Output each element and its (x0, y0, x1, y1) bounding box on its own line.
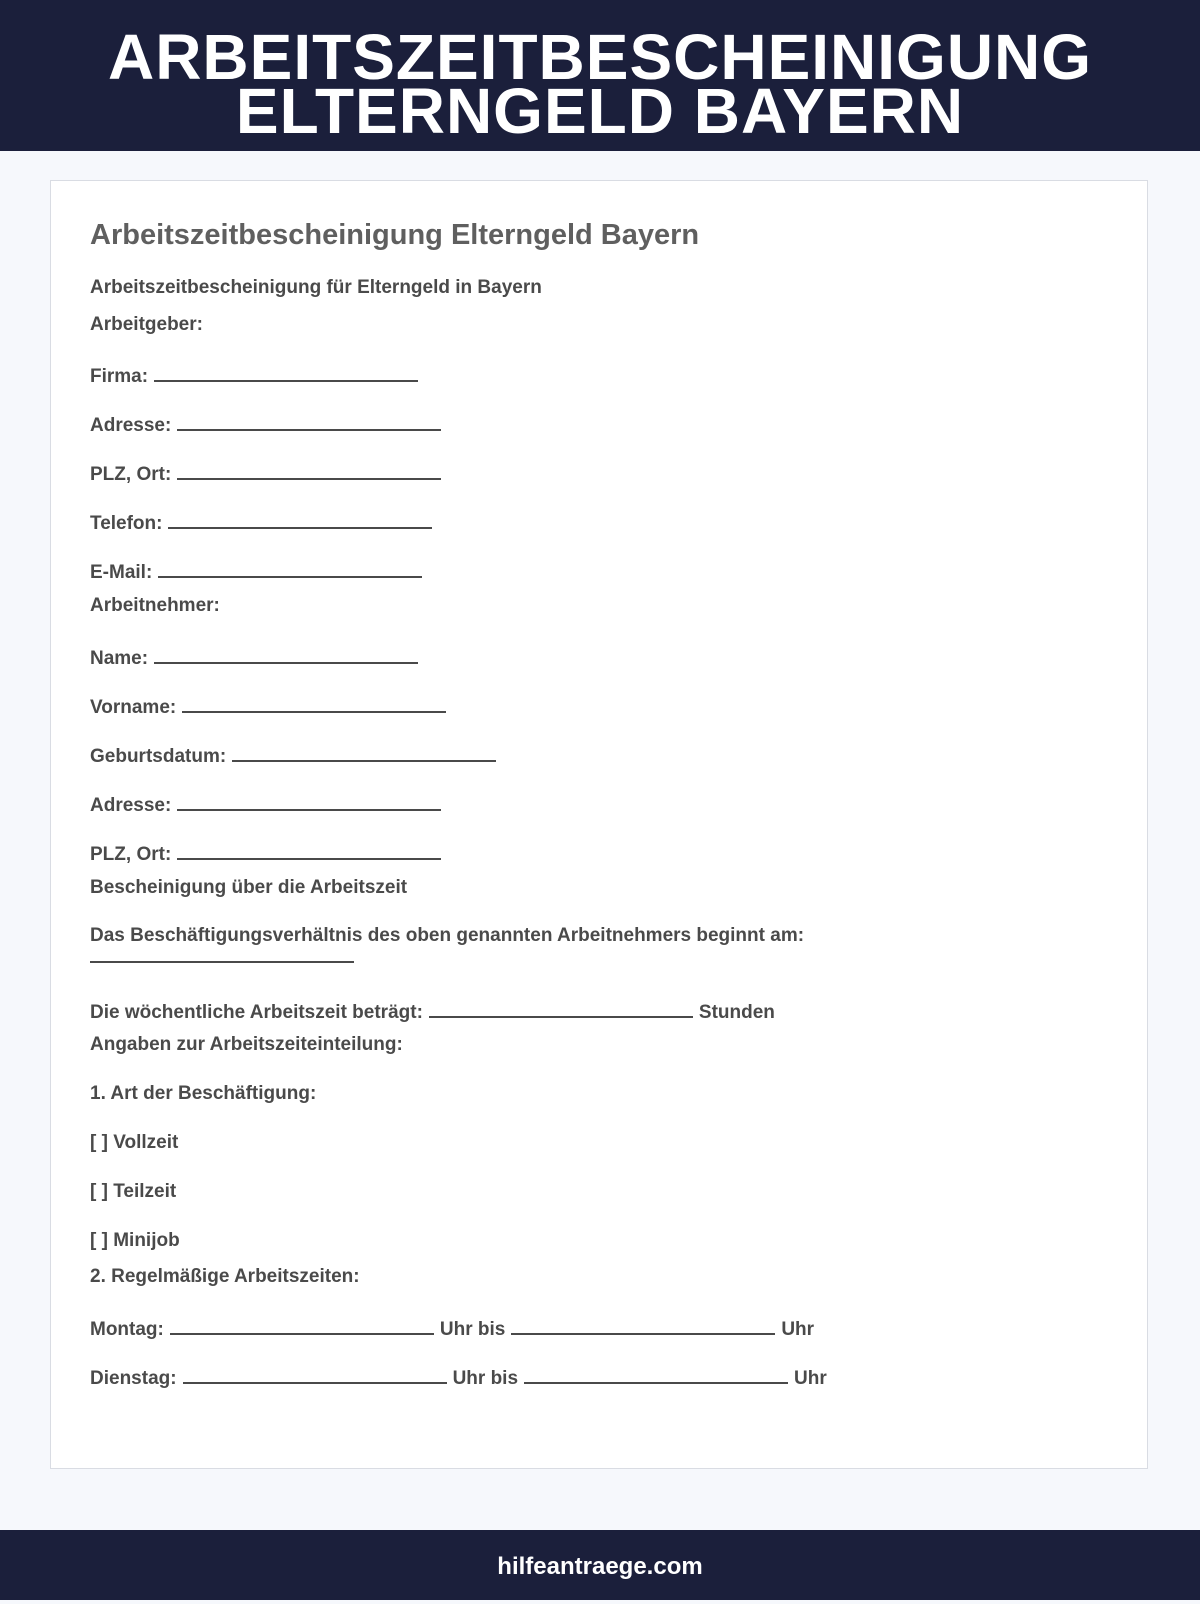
employee-geburtsdatum-row (90, 742, 496, 768)
option-teilzeit[interactable]: [ ] Teilzeit (90, 1181, 177, 1202)
document-subtitle: Arbeitszeitbescheinigung für Elterngeld in Bayern (90, 277, 542, 298)
employer-telefon-blank[interactable] (168, 509, 432, 529)
employer-plz-ort-row (90, 460, 441, 486)
employee-adresse-row (90, 791, 441, 817)
dienstag-uhr-bis: Uhr bis (452, 1368, 519, 1389)
employer-firma-label: Firma: (90, 366, 149, 387)
footer-bar (0, 1530, 1200, 1600)
footer-site-link[interactable]: hilfeantraege.com (497, 1553, 703, 1580)
document-title: Arbeitszeitbescheinigung Elterngeld Bayern (90, 219, 700, 251)
employee-plz-ort-row (90, 840, 441, 866)
employee-geburtsdatum-blank[interactable] (232, 742, 496, 762)
banner-title-line-2: ELTERNGELD BAYERN (235, 75, 965, 147)
employment-type-heading: 1. Art der Beschäftigung: (90, 1083, 317, 1104)
dienstag-to-blank[interactable] (524, 1364, 788, 1384)
employer-email-blank[interactable] (158, 558, 422, 578)
dienstag-uhr: Uhr (794, 1368, 827, 1389)
employer-plz-ort-label: PLZ, Ort: (90, 464, 172, 485)
employer-heading: Arbeitgeber: (90, 314, 203, 335)
employee-adresse-blank[interactable] (177, 791, 441, 811)
employee-vorname-row (90, 693, 446, 719)
employer-firma-row (90, 362, 418, 388)
banner-title-line-1: ARBEITSZEITBESCHEINIGUNG (107, 21, 1093, 93)
montag-uhr: Uhr (781, 1319, 815, 1340)
form-card (50, 180, 1148, 1469)
employer-telefon-row (90, 509, 432, 535)
employment-start-text: Das Beschäftigungsverhältnis des oben genannten Arbeitnehmers beginnt am: (90, 925, 805, 946)
employer-email-label: E-Mail: (90, 562, 153, 583)
employee-heading: Arbeitnehmer: (90, 595, 220, 616)
certificate-heading: Bescheinigung über die Arbeitszeit (90, 877, 408, 898)
option-minijob[interactable]: [ ] Minijob (90, 1230, 180, 1251)
weekly-hours-label: Die wöchentliche Arbeitszeit beträgt: (90, 1002, 423, 1023)
employee-adresse-label: Adresse: (90, 795, 172, 816)
employment-start-row (90, 943, 354, 969)
dienstag-label: Dienstag: (90, 1368, 177, 1389)
employer-adresse-label: Adresse: (90, 415, 172, 436)
weekly-hours-unit: Stunden (698, 1002, 775, 1023)
schedule-heading: Angaben zur Arbeitszeiteinteilung: (90, 1034, 403, 1055)
weekly-hours-row (90, 998, 775, 1024)
employer-firma-blank[interactable] (154, 362, 418, 382)
employee-name-row (90, 644, 418, 670)
option-vollzeit[interactable]: [ ] Vollzeit (90, 1132, 179, 1153)
montag-from-blank[interactable] (170, 1315, 434, 1335)
employee-vorname-blank[interactable] (182, 693, 446, 713)
employee-vorname-label: Vorname: (90, 697, 177, 718)
employer-email-row (90, 558, 422, 584)
employer-plz-ort-blank[interactable] (177, 460, 441, 480)
employer-adresse-row (90, 411, 441, 437)
montag-to-blank[interactable] (511, 1315, 775, 1335)
dienstag-from-blank[interactable] (183, 1364, 447, 1384)
employer-telefon-label: Telefon: (90, 513, 163, 534)
employee-plz-ort-label: PLZ, Ort: (90, 844, 172, 865)
montag-uhr-bis: Uhr bis (439, 1319, 506, 1340)
regular-hours-heading: 2. Regelmäßige Arbeitszeiten: (90, 1266, 360, 1287)
header-banner (0, 0, 1200, 151)
montag-label: Montag: (90, 1319, 164, 1340)
employment-start-blank[interactable] (90, 943, 354, 963)
employee-name-blank[interactable] (154, 644, 418, 664)
montag-row (90, 1315, 814, 1341)
weekly-hours-blank[interactable] (429, 998, 693, 1018)
employee-name-label: Name: (90, 648, 149, 669)
employee-geburtsdatum-label: Geburtsdatum: (90, 746, 227, 767)
employee-plz-ort-blank[interactable] (177, 840, 441, 860)
employer-adresse-blank[interactable] (177, 411, 441, 431)
dienstag-row (90, 1364, 827, 1390)
